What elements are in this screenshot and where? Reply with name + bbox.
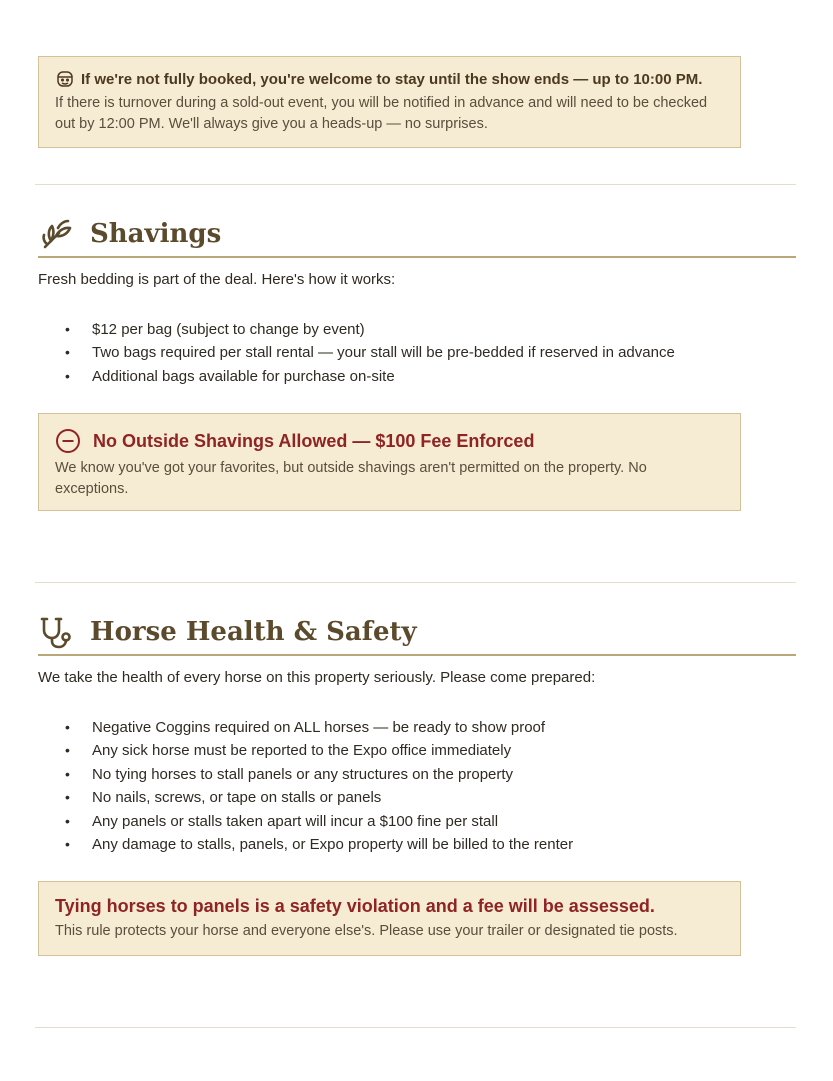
- shavings-list: [92, 318, 675, 388]
- list-item: • No nails, screws, or tape on stalls or panels: [92, 786, 573, 809]
- shavings-heading: Shavings: [90, 219, 222, 249]
- health-section-header: [38, 610, 796, 656]
- list-item: • Two bags required per stall rental — your stall will be pre-bedded if reserved in advance: [92, 341, 675, 364]
- checkout-callout-body: If there is turnover during a sold-out event, you will be notified in advance and will need to be checked out by 12:00 PM. We'll always give you a heads-up — no surprises.: [55, 95, 708, 132]
- health-list: [92, 716, 573, 856]
- checkout-callout-title: If we're not fully booked, you're welcome to stay until the show ends — up to 10:00 PM.: [81, 70, 703, 88]
- shavings-callout-body: We know you've got your favorites, but outside shavings aren't permitted on the property. No exceptions.: [55, 460, 647, 497]
- shavings-section-header: [38, 212, 796, 258]
- section-divider: [35, 184, 796, 185]
- section-divider: [35, 1027, 796, 1028]
- shavings-callout-title-row: [55, 428, 724, 454]
- health-heading: Horse Health & Safety: [90, 617, 417, 647]
- shavings-intro: Fresh bedding is part of the deal. Here's how it works:: [38, 271, 396, 288]
- health-callout-title: Tying horses to panels is a safety violation and a fee will be assessed.: [55, 896, 655, 916]
- list-item: • Additional bags available for purchase on-site: [92, 365, 675, 388]
- stethoscope-icon: [38, 613, 76, 651]
- list-item: • Any sick horse must be reported to the Expo office immediately: [92, 739, 573, 762]
- section-divider: [35, 582, 796, 583]
- leaf-icon: [38, 215, 76, 253]
- face-icon: [55, 69, 75, 89]
- no-entry-icon: [55, 428, 81, 454]
- health-callout: [38, 881, 741, 956]
- list-item: • No tying horses to stall panels or any structures on the property: [92, 763, 573, 786]
- checkout-callout-title-row: [55, 69, 724, 89]
- list-item: • Any damage to stalls, panels, or Expo property will be billed to the renter: [92, 833, 573, 856]
- health-intro: We take the health of every horse on this property seriously. Please come prepared:: [38, 669, 596, 686]
- list-item: • Negative Coggins required on ALL horses — be ready to show proof: [92, 716, 573, 739]
- checkout-callout: [38, 56, 741, 148]
- list-item: • $12 per bag (subject to change by event): [92, 318, 675, 341]
- shavings-callout: [38, 413, 741, 511]
- shavings-callout-title: No Outside Shavings Allowed — $100 Fee Enforced: [93, 430, 535, 451]
- health-callout-body: This rule protects your horse and everyone else's. Please use your trailer or designated tie posts.: [55, 923, 678, 939]
- list-item: • Any panels or stalls taken apart will incur a $100 fine per stall: [92, 810, 573, 833]
